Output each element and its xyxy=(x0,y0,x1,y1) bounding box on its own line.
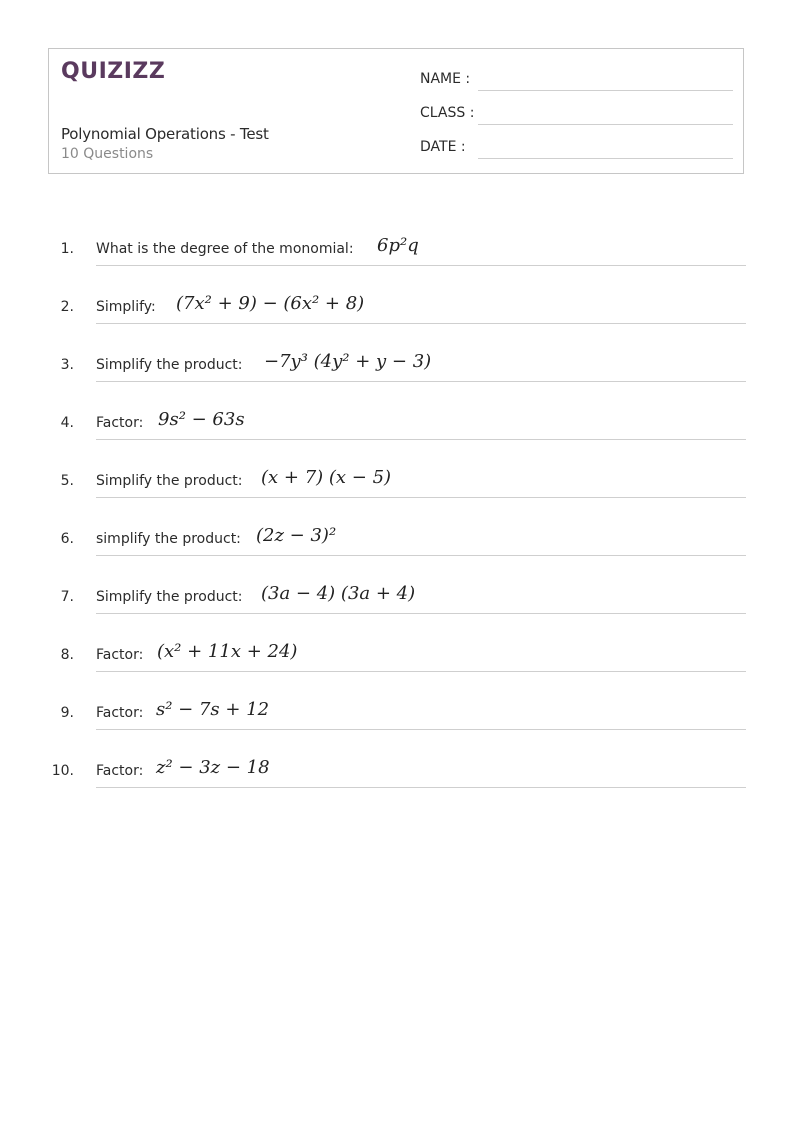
question-expression: z² − 3z − 18 xyxy=(156,757,270,778)
question-expression: (2z − 3)² xyxy=(256,525,337,546)
question-text: Simplify the product: xyxy=(96,357,243,373)
name-field[interactable] xyxy=(420,67,733,91)
question-expression: 6p²q xyxy=(377,235,419,256)
question-number: 8. xyxy=(60,647,74,663)
question-line xyxy=(96,522,746,556)
question-number: 1. xyxy=(60,241,74,257)
question-text: Factor: xyxy=(96,415,144,431)
question-expression: (x² + 11x + 24) xyxy=(157,641,298,662)
question-text: Simplify the product: xyxy=(96,589,243,605)
question-count: 10 Questions xyxy=(61,146,154,162)
question-4 xyxy=(48,406,746,464)
question-expression: 9s² − 63s xyxy=(158,409,245,430)
question-number: 4. xyxy=(60,415,74,431)
date-field[interactable] xyxy=(420,135,733,159)
question-line xyxy=(96,290,746,324)
question-line xyxy=(96,754,746,788)
question-text: Factor: xyxy=(96,647,144,663)
question-expression: −7y³ (4y² + y − 3) xyxy=(264,351,432,372)
question-1 xyxy=(48,232,746,290)
question-2 xyxy=(48,290,746,348)
question-number: 7. xyxy=(60,589,74,605)
question-list xyxy=(48,232,746,812)
question-number: 3. xyxy=(60,357,74,373)
question-text: Simplify: xyxy=(96,299,156,315)
question-number: 6. xyxy=(60,531,74,547)
question-number: 10. xyxy=(51,763,74,779)
question-line xyxy=(96,406,746,440)
question-9 xyxy=(48,696,746,754)
question-line xyxy=(96,696,746,730)
name-label: NAME : xyxy=(420,71,471,87)
question-text: simplify the product: xyxy=(96,531,241,547)
question-8 xyxy=(48,638,746,696)
question-text: What is the degree of the monomial: xyxy=(96,241,354,257)
question-6 xyxy=(48,522,746,580)
class-label: CLASS : xyxy=(420,105,475,121)
question-line xyxy=(96,464,746,498)
question-text: Simplify the product: xyxy=(96,473,243,489)
quizizz-logo: QUIZIZZ xyxy=(61,59,166,84)
worksheet-header xyxy=(48,48,744,174)
question-text: Factor: xyxy=(96,763,144,779)
question-number: 2. xyxy=(60,299,74,315)
question-10 xyxy=(48,754,746,812)
question-expression: (7x² + 9) − (6x² + 8) xyxy=(176,293,365,314)
class-field[interactable] xyxy=(420,101,733,125)
question-line xyxy=(96,638,746,672)
question-7 xyxy=(48,580,746,638)
question-number: 9. xyxy=(60,705,74,721)
date-line[interactable] xyxy=(478,158,733,159)
question-line xyxy=(96,580,746,614)
name-line[interactable] xyxy=(478,90,733,91)
question-line xyxy=(96,232,746,266)
class-line[interactable] xyxy=(478,124,733,125)
question-text: Factor: xyxy=(96,705,144,721)
question-line xyxy=(96,348,746,382)
question-expression: (x + 7) (x − 5) xyxy=(261,467,392,488)
test-title: Polynomial Operations - Test xyxy=(61,125,269,143)
question-3 xyxy=(48,348,746,406)
date-label: DATE : xyxy=(420,139,466,155)
question-5 xyxy=(48,464,746,522)
question-expression: s² − 7s + 12 xyxy=(156,699,270,720)
question-expression: (3a − 4) (3a + 4) xyxy=(261,583,416,604)
question-number: 5. xyxy=(60,473,74,489)
